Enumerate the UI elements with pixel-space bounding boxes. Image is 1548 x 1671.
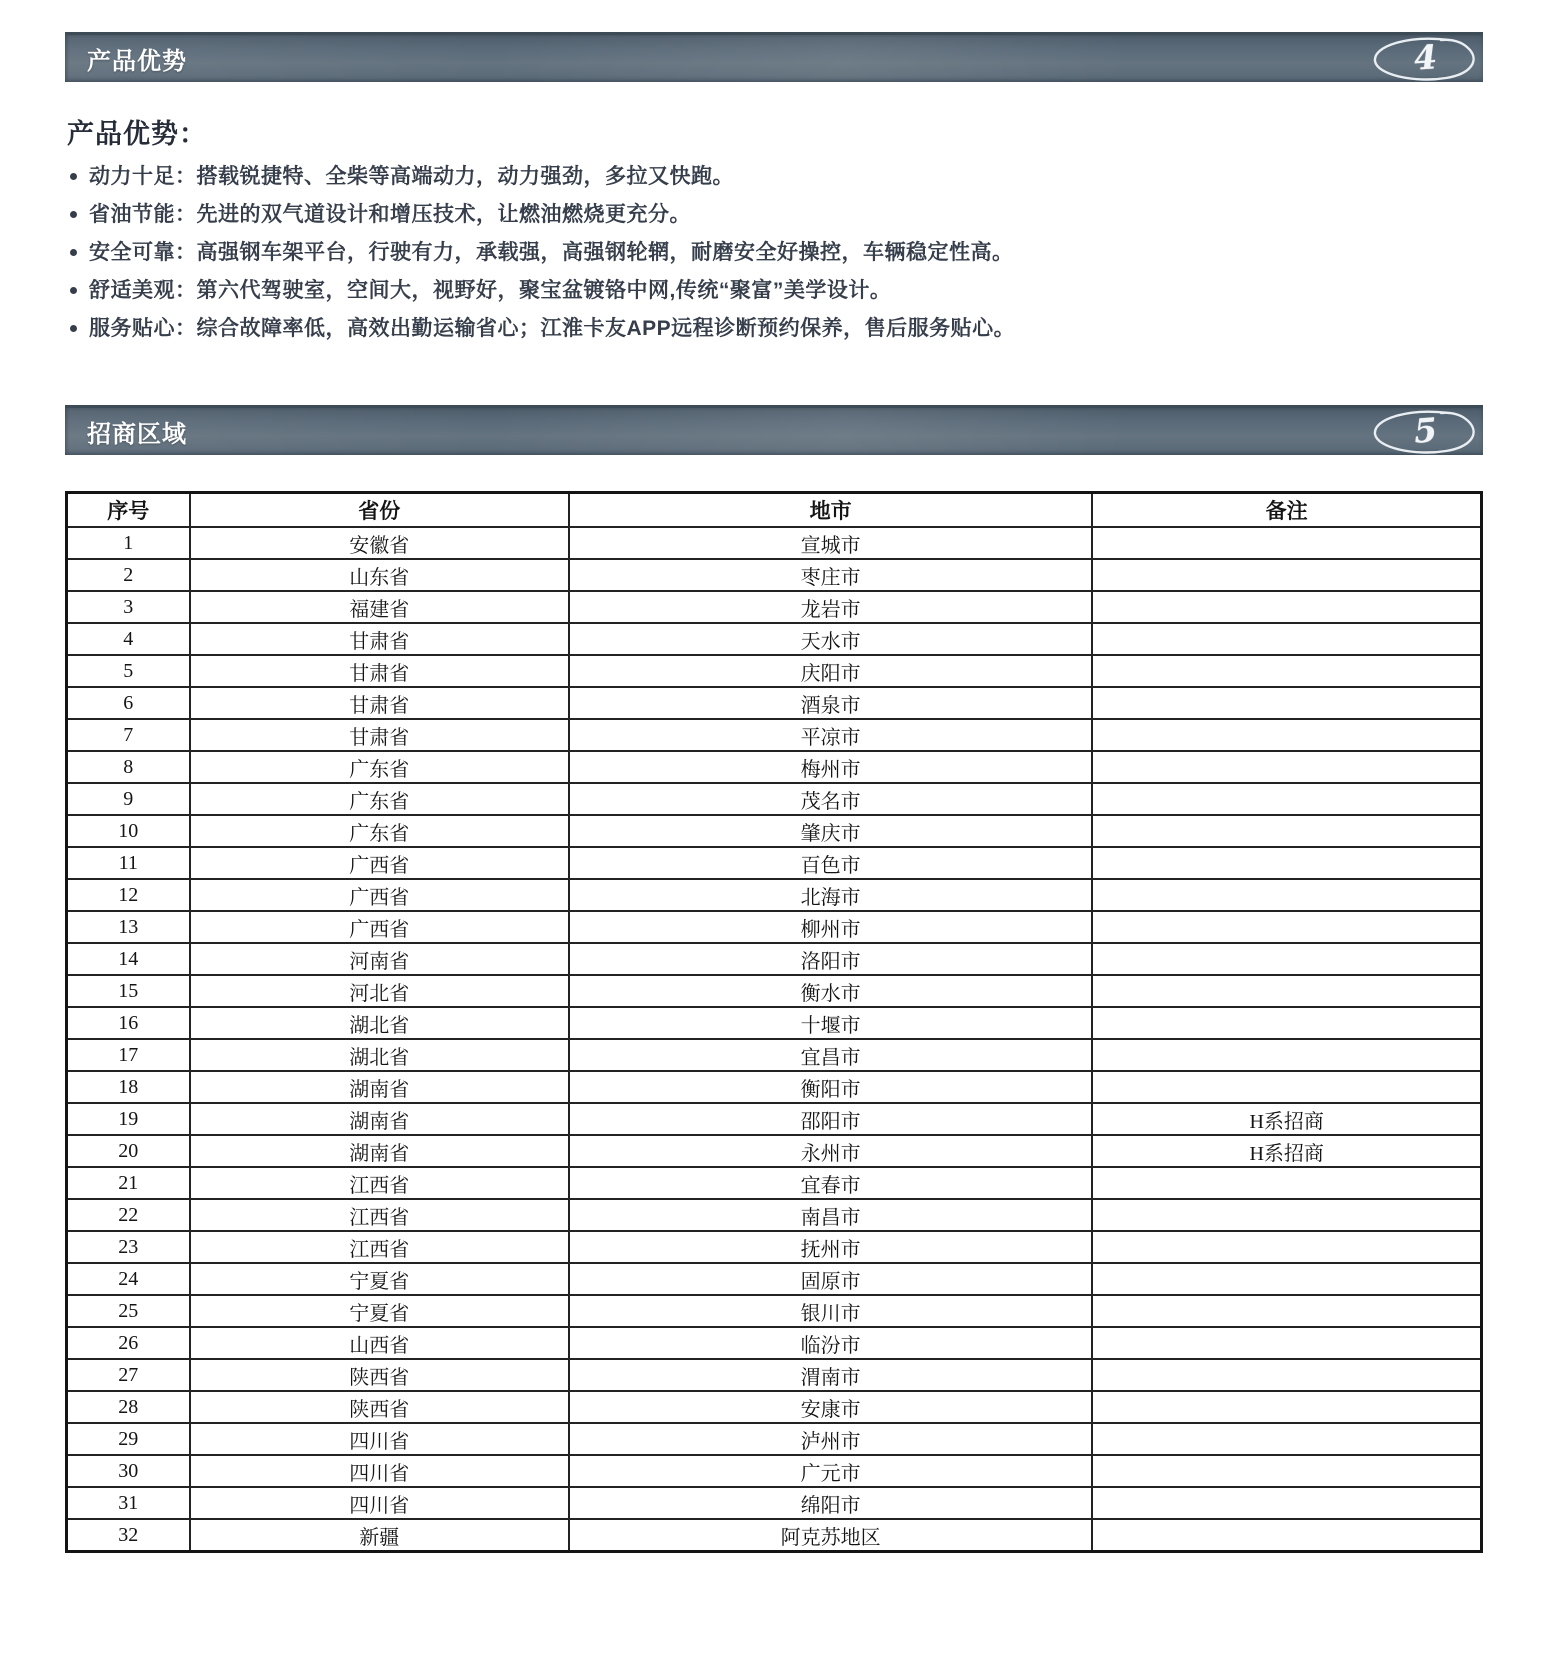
table-row xyxy=(67,1519,1482,1552)
remark-cell xyxy=(1092,879,1481,911)
row-number-cell: 18 xyxy=(67,1071,190,1103)
city-cell: 茂名市 xyxy=(569,783,1093,815)
column-header: 备注 xyxy=(1092,493,1481,528)
table-row xyxy=(67,1039,1482,1071)
remark-cell xyxy=(1092,1199,1481,1231)
row-number-cell: 8 xyxy=(67,751,190,783)
city-cell: 永州市 xyxy=(569,1135,1093,1167)
remark-cell xyxy=(1092,1231,1481,1263)
remark-cell xyxy=(1092,527,1481,559)
row-number-cell: 16 xyxy=(67,1007,190,1039)
province-cell: 广东省 xyxy=(190,783,569,815)
city-cell: 银川市 xyxy=(569,1295,1093,1327)
table-row xyxy=(67,911,1482,943)
city-cell: 酒泉市 xyxy=(569,687,1093,719)
row-number-cell: 17 xyxy=(67,1039,190,1071)
table-row xyxy=(67,1071,1482,1103)
row-number-cell: 30 xyxy=(67,1455,190,1487)
advantage-item: 服务贴心：综合故障率低，高效出勤运输省心；江淮卡友APP远程诊断预约保养，售后服务贴心。 xyxy=(65,316,1483,341)
city-cell: 抚州市 xyxy=(569,1231,1093,1263)
province-cell: 湖北省 xyxy=(190,1007,569,1039)
remark-cell xyxy=(1092,1007,1481,1039)
province-cell: 广西省 xyxy=(190,847,569,879)
table-row xyxy=(67,1135,1482,1167)
row-number-cell: 2 xyxy=(67,559,190,591)
remark-cell xyxy=(1092,783,1481,815)
advantage-item: 省油节能：先进的双气道设计和增压技术，让燃油燃烧更充分。 xyxy=(65,202,1483,227)
row-number-cell: 14 xyxy=(67,943,190,975)
table-row xyxy=(67,687,1482,719)
row-number-cell: 24 xyxy=(67,1263,190,1295)
remark-cell xyxy=(1092,559,1481,591)
row-number-cell: 26 xyxy=(67,1327,190,1359)
advantages-heading: 产品优势： xyxy=(67,119,207,149)
city-cell: 柳州市 xyxy=(569,911,1093,943)
table-row xyxy=(67,815,1482,847)
remark-cell xyxy=(1092,1295,1481,1327)
region-banner xyxy=(65,405,1483,455)
page-number-circle-icon xyxy=(1363,33,1481,85)
city-cell: 平凉市 xyxy=(569,719,1093,751)
table-row xyxy=(67,1103,1482,1135)
province-cell: 陕西省 xyxy=(190,1359,569,1391)
row-number-cell: 3 xyxy=(67,591,190,623)
row-number-cell: 13 xyxy=(67,911,190,943)
remark-cell xyxy=(1092,623,1481,655)
table-header-row xyxy=(67,493,1482,528)
remark-cell xyxy=(1092,1487,1481,1519)
city-cell: 宣城市 xyxy=(569,527,1093,559)
table-row xyxy=(67,1295,1482,1327)
row-number-cell: 22 xyxy=(67,1199,190,1231)
column-header: 省份 xyxy=(190,493,569,528)
city-cell: 渭南市 xyxy=(569,1359,1093,1391)
province-cell: 湖北省 xyxy=(190,1039,569,1071)
remark-cell xyxy=(1092,719,1481,751)
city-cell: 绵阳市 xyxy=(569,1487,1093,1519)
row-number-cell: 31 xyxy=(67,1487,190,1519)
province-cell: 江西省 xyxy=(190,1167,569,1199)
row-number-cell: 1 xyxy=(67,527,190,559)
table-row xyxy=(67,1359,1482,1391)
province-cell: 江西省 xyxy=(190,1199,569,1231)
table-row xyxy=(67,1199,1482,1231)
table-row xyxy=(67,1327,1482,1359)
page-number-circle-icon xyxy=(1363,406,1481,458)
table-row xyxy=(67,719,1482,751)
city-cell: 泸州市 xyxy=(569,1423,1093,1455)
city-cell: 邵阳市 xyxy=(569,1103,1093,1135)
remark-cell xyxy=(1092,687,1481,719)
province-cell: 广西省 xyxy=(190,879,569,911)
table-row xyxy=(67,975,1482,1007)
row-number-cell: 29 xyxy=(67,1423,190,1455)
city-cell: 宜春市 xyxy=(569,1167,1093,1199)
table-row xyxy=(67,1263,1482,1295)
city-cell: 衡阳市 xyxy=(569,1071,1093,1103)
city-cell: 北海市 xyxy=(569,879,1093,911)
province-cell: 甘肃省 xyxy=(190,719,569,751)
table-row xyxy=(67,1423,1482,1455)
province-cell: 广东省 xyxy=(190,751,569,783)
province-cell: 甘肃省 xyxy=(190,623,569,655)
province-cell: 新疆 xyxy=(190,1519,569,1552)
remark-cell xyxy=(1092,815,1481,847)
city-cell: 衡水市 xyxy=(569,975,1093,1007)
province-cell: 宁夏省 xyxy=(190,1295,569,1327)
table-row xyxy=(67,847,1482,879)
province-cell: 河北省 xyxy=(190,975,569,1007)
province-cell: 山东省 xyxy=(190,559,569,591)
row-number-cell: 20 xyxy=(67,1135,190,1167)
product-advantages-banner-title: 产品优势 xyxy=(87,48,187,75)
table-row xyxy=(67,783,1482,815)
table-row xyxy=(67,943,1482,975)
row-number-cell: 15 xyxy=(67,975,190,1007)
remark-cell xyxy=(1092,1167,1481,1199)
row-number-cell: 27 xyxy=(67,1359,190,1391)
province-cell: 湖南省 xyxy=(190,1071,569,1103)
remark-cell xyxy=(1092,943,1481,975)
city-cell: 临汾市 xyxy=(569,1327,1093,1359)
product-advantages-banner xyxy=(65,32,1483,82)
province-cell: 山西省 xyxy=(190,1327,569,1359)
remark-cell xyxy=(1092,1071,1481,1103)
table-row xyxy=(67,655,1482,687)
table-row xyxy=(67,527,1482,559)
row-number-cell: 25 xyxy=(67,1295,190,1327)
column-header: 地市 xyxy=(569,493,1093,528)
remark-cell: H系招商 xyxy=(1092,1135,1481,1167)
advantage-item: 动力十足：搭载锐捷特、全柴等高端动力，动力强劲，多拉又快跑。 xyxy=(65,164,1483,189)
remark-cell xyxy=(1092,1423,1481,1455)
remark-cell xyxy=(1092,1359,1481,1391)
city-cell: 庆阳市 xyxy=(569,655,1093,687)
province-cell: 甘肃省 xyxy=(190,655,569,687)
province-cell: 宁夏省 xyxy=(190,1263,569,1295)
province-cell: 四川省 xyxy=(190,1487,569,1519)
region-banner-title: 招商区域 xyxy=(87,421,187,448)
city-cell: 南昌市 xyxy=(569,1199,1093,1231)
row-number-cell: 12 xyxy=(67,879,190,911)
advantage-item: 安全可靠：高强钢车架平台，行驶有力，承载强，高强钢轮辋，耐磨安全好操控，车辆稳定性高。 xyxy=(65,240,1483,265)
city-cell: 洛阳市 xyxy=(569,943,1093,975)
table-row xyxy=(67,1231,1482,1263)
table-row xyxy=(67,1167,1482,1199)
row-number-cell: 21 xyxy=(67,1167,190,1199)
remark-cell xyxy=(1092,847,1481,879)
row-number-cell: 9 xyxy=(67,783,190,815)
province-cell: 四川省 xyxy=(190,1455,569,1487)
region-table xyxy=(65,491,1483,1553)
remark-cell: H系招商 xyxy=(1092,1103,1481,1135)
remark-cell xyxy=(1092,1263,1481,1295)
row-number-cell: 32 xyxy=(67,1519,190,1552)
row-number-cell: 5 xyxy=(67,655,190,687)
province-cell: 湖南省 xyxy=(190,1135,569,1167)
remark-cell xyxy=(1092,1455,1481,1487)
page-number: 5 xyxy=(1412,409,1439,451)
table-row xyxy=(67,623,1482,655)
remark-cell xyxy=(1092,655,1481,687)
row-number-cell: 11 xyxy=(67,847,190,879)
remark-cell xyxy=(1092,1327,1481,1359)
row-number-cell: 28 xyxy=(67,1391,190,1423)
province-cell: 福建省 xyxy=(190,591,569,623)
table-row xyxy=(67,1487,1482,1519)
province-cell: 河南省 xyxy=(190,943,569,975)
province-cell: 湖南省 xyxy=(190,1103,569,1135)
province-cell: 安徽省 xyxy=(190,527,569,559)
province-cell: 广东省 xyxy=(190,815,569,847)
city-cell: 阿克苏地区 xyxy=(569,1519,1093,1552)
remark-cell xyxy=(1092,911,1481,943)
table-row xyxy=(67,591,1482,623)
remark-cell xyxy=(1092,751,1481,783)
advantage-item: 舒适美观：第六代驾驶室，空间大，视野好，聚宝盆镀铬中网,传统“聚富”美学设计。 xyxy=(65,278,1483,303)
city-cell: 安康市 xyxy=(569,1391,1093,1423)
city-cell: 枣庄市 xyxy=(569,559,1093,591)
province-cell: 广西省 xyxy=(190,911,569,943)
remark-cell xyxy=(1092,1391,1481,1423)
row-number-cell: 19 xyxy=(67,1103,190,1135)
table-row xyxy=(67,559,1482,591)
page-number: 4 xyxy=(1412,36,1439,78)
region-table-body xyxy=(67,527,1482,1552)
row-number-cell: 7 xyxy=(67,719,190,751)
province-cell: 江西省 xyxy=(190,1231,569,1263)
city-cell: 龙岩市 xyxy=(569,591,1093,623)
city-cell: 天水市 xyxy=(569,623,1093,655)
row-number-cell: 10 xyxy=(67,815,190,847)
city-cell: 宜昌市 xyxy=(569,1039,1093,1071)
remark-cell xyxy=(1092,1519,1481,1552)
table-row xyxy=(67,1455,1482,1487)
city-cell: 十堰市 xyxy=(569,1007,1093,1039)
remark-cell xyxy=(1092,1039,1481,1071)
page-content xyxy=(65,0,1483,1553)
table-row xyxy=(67,751,1482,783)
advantages-list xyxy=(65,164,1483,341)
table-row xyxy=(67,879,1482,911)
province-cell: 甘肃省 xyxy=(190,687,569,719)
remark-cell xyxy=(1092,591,1481,623)
city-cell: 固原市 xyxy=(569,1263,1093,1295)
city-cell: 广元市 xyxy=(569,1455,1093,1487)
row-number-cell: 6 xyxy=(67,687,190,719)
city-cell: 梅州市 xyxy=(569,751,1093,783)
row-number-cell: 23 xyxy=(67,1231,190,1263)
province-cell: 陕西省 xyxy=(190,1391,569,1423)
table-row xyxy=(67,1391,1482,1423)
city-cell: 百色市 xyxy=(569,847,1093,879)
province-cell: 四川省 xyxy=(190,1423,569,1455)
table-row xyxy=(67,1007,1482,1039)
column-header: 序号 xyxy=(67,493,190,528)
row-number-cell: 4 xyxy=(67,623,190,655)
remark-cell xyxy=(1092,975,1481,1007)
city-cell: 肇庆市 xyxy=(569,815,1093,847)
